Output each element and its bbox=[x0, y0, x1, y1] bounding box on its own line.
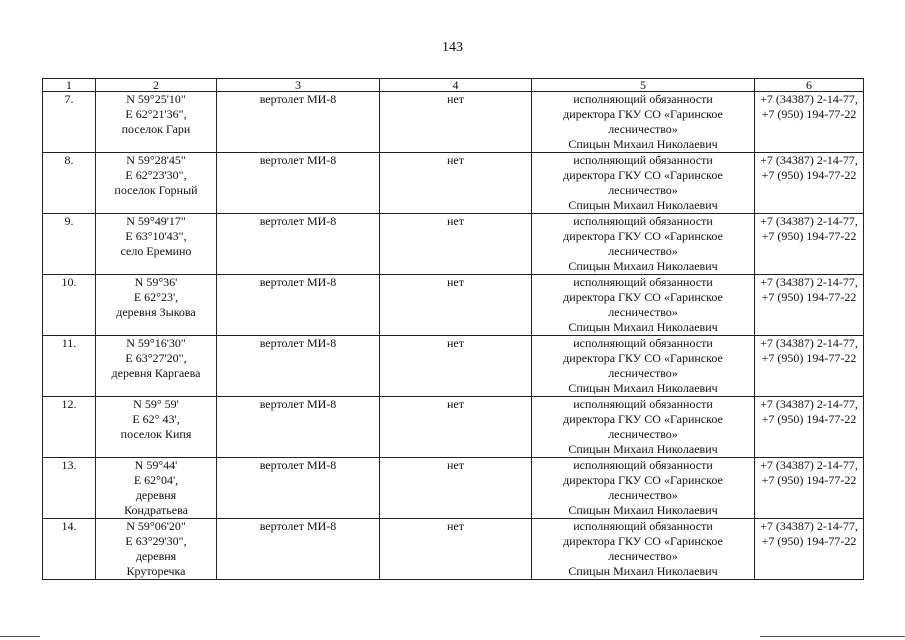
phone-line: +7 (34387) 2-14-77, bbox=[760, 336, 858, 350]
responsible-person-line: директора ГКУ СО «Гаринское bbox=[563, 351, 723, 365]
phone-line: +7 (950) 194-77-22 bbox=[761, 351, 857, 365]
responsible-person-line: лесничество» bbox=[608, 305, 678, 319]
responsible-person-line: лесничество» bbox=[608, 427, 678, 441]
responsible-person-line: лесничество» bbox=[608, 549, 678, 563]
responsible-person-line: исполняющий обязанности bbox=[573, 519, 713, 533]
responsible-person-line: исполняющий обязанности bbox=[573, 153, 713, 167]
responsible-person-line: директора ГКУ СО «Гаринское bbox=[563, 229, 723, 243]
coordinate-line: N 59°44' bbox=[134, 458, 178, 472]
coordinates-cell bbox=[96, 153, 217, 214]
responsible-person-line: директора ГКУ СО «Гаринское bbox=[563, 534, 723, 548]
phone-line: +7 (950) 194-77-22 bbox=[761, 168, 857, 182]
responsible-person-line: лесничество» bbox=[608, 183, 678, 197]
row-number-cell: 11. bbox=[43, 336, 96, 397]
phone-line: +7 (34387) 2-14-77, bbox=[760, 92, 858, 106]
table-row bbox=[43, 153, 864, 214]
phone-line: +7 (34387) 2-14-77, bbox=[760, 214, 858, 228]
fuel-availability-cell: нет bbox=[380, 153, 532, 214]
responsible-person-line: Спицын Михаил Николаевич bbox=[568, 137, 718, 151]
coordinate-line: N 59°28'45" bbox=[126, 153, 186, 167]
phone-line: +7 (34387) 2-14-77, bbox=[760, 458, 858, 472]
column-header-2: 2 bbox=[96, 79, 217, 92]
responsible-person-line: лесничество» bbox=[608, 122, 678, 136]
responsible-person-line: исполняющий обязанности bbox=[573, 336, 713, 350]
coordinates-cell bbox=[96, 214, 217, 275]
coordinates-cell bbox=[96, 458, 217, 519]
aircraft-type-cell: вертолет МИ-8 bbox=[217, 397, 380, 458]
phone-line: +7 (34387) 2-14-77, bbox=[760, 275, 858, 289]
phone-cell bbox=[755, 336, 864, 397]
responsible-person-line: Спицын Михаил Николаевич bbox=[568, 503, 718, 517]
responsible-person-line: лесничество» bbox=[608, 366, 678, 380]
column-header-3: 3 bbox=[217, 79, 380, 92]
aircraft-type-cell: вертолет МИ-8 bbox=[217, 214, 380, 275]
phone-line: +7 (950) 194-77-22 bbox=[761, 473, 857, 487]
coordinate-line: деревня Зыкова bbox=[116, 305, 196, 319]
row-number-cell: 14. bbox=[43, 519, 96, 580]
coordinates-cell bbox=[96, 397, 217, 458]
phone-cell bbox=[755, 519, 864, 580]
column-header-5: 5 bbox=[532, 79, 755, 92]
row-number-cell: 9. bbox=[43, 214, 96, 275]
responsible-person-cell bbox=[532, 92, 755, 153]
fuel-availability-cell: нет bbox=[380, 336, 532, 397]
coordinate-line: деревня bbox=[135, 549, 177, 563]
page-number: 143 bbox=[442, 40, 463, 55]
coordinate-line: поселок Гари bbox=[121, 122, 191, 136]
responsible-person-cell bbox=[532, 275, 755, 336]
table-row bbox=[43, 336, 864, 397]
column-header-1: 1 bbox=[43, 79, 96, 92]
scan-edge-line-right bbox=[760, 636, 905, 637]
phone-line: +7 (950) 194-77-22 bbox=[761, 290, 857, 304]
responsible-person-line: директора ГКУ СО «Гаринское bbox=[563, 412, 723, 426]
responsible-person-line: Спицын Михаил Николаевич bbox=[568, 259, 718, 273]
coordinates-cell bbox=[96, 519, 217, 580]
fuel-availability-cell: нет bbox=[380, 214, 532, 275]
responsible-person-line: лесничество» bbox=[608, 488, 678, 502]
coordinate-line: E 63°29'30", bbox=[125, 534, 187, 548]
coordinate-line: N 59° 59' bbox=[133, 397, 179, 411]
fuel-availability-cell: нет bbox=[380, 397, 532, 458]
responsible-person-line: исполняющий обязанности bbox=[573, 458, 713, 472]
aircraft-type-cell: вертолет МИ-8 bbox=[217, 153, 380, 214]
responsible-person-line: исполняющий обязанности bbox=[573, 92, 713, 106]
coordinate-line: деревня Каргаева bbox=[111, 366, 201, 380]
coordinate-line: Кондратьева bbox=[124, 503, 188, 517]
coordinate-line: село Еремино bbox=[120, 244, 192, 258]
coordinates-cell bbox=[96, 92, 217, 153]
responsible-person-line: директора ГКУ СО «Гаринское bbox=[563, 107, 723, 121]
phone-line: +7 (950) 194-77-22 bbox=[761, 107, 857, 121]
responsible-person-line: исполняющий обязанности bbox=[573, 275, 713, 289]
table-row bbox=[43, 275, 864, 336]
coordinates-cell bbox=[96, 275, 217, 336]
phone-line: +7 (950) 194-77-22 bbox=[761, 534, 857, 548]
coordinate-line: E 62°23'30", bbox=[125, 168, 187, 182]
phone-cell bbox=[755, 458, 864, 519]
row-number-cell: 8. bbox=[43, 153, 96, 214]
aircraft-type-cell: вертолет МИ-8 bbox=[217, 458, 380, 519]
coordinate-line: N 59°49'17" bbox=[126, 214, 186, 228]
coordinate-line: поселок Кипя bbox=[120, 427, 192, 441]
coordinate-line: E 62°23', bbox=[133, 290, 179, 304]
phone-cell bbox=[755, 92, 864, 153]
responsible-person-cell bbox=[532, 153, 755, 214]
table-row bbox=[43, 397, 864, 458]
row-number-cell: 13. bbox=[43, 458, 96, 519]
responsible-person-line: Спицын Михаил Николаевич bbox=[568, 381, 718, 395]
phone-cell bbox=[755, 397, 864, 458]
coordinate-line: N 59°06'20" bbox=[126, 519, 186, 533]
aircraft-type-cell: вертолет МИ-8 bbox=[217, 275, 380, 336]
phone-cell bbox=[755, 275, 864, 336]
coordinate-line: E 63°27'20", bbox=[125, 351, 187, 365]
landing-sites-table bbox=[42, 78, 864, 580]
responsible-person-cell bbox=[532, 336, 755, 397]
column-header-4: 4 bbox=[380, 79, 532, 92]
aircraft-type-cell: вертолет МИ-8 bbox=[217, 519, 380, 580]
coordinate-line: E 63°10'43", bbox=[125, 229, 187, 243]
coordinate-line: поселок Горный bbox=[114, 183, 198, 197]
table-row bbox=[43, 214, 864, 275]
table-row bbox=[43, 92, 864, 153]
row-number-cell: 10. bbox=[43, 275, 96, 336]
column-header-6: 6 bbox=[755, 79, 864, 92]
responsible-person-cell bbox=[532, 397, 755, 458]
coordinates-cell bbox=[96, 336, 217, 397]
responsible-person-line: исполняющий обязанности bbox=[573, 214, 713, 228]
responsible-person-line: директора ГКУ СО «Гаринское bbox=[563, 168, 723, 182]
coordinate-line: деревня bbox=[135, 488, 177, 502]
responsible-person-line: Спицын Михаил Николаевич bbox=[568, 442, 718, 456]
scan-edge-line-left bbox=[0, 636, 40, 637]
phone-cell bbox=[755, 214, 864, 275]
table-row bbox=[43, 458, 864, 519]
table-body bbox=[43, 92, 864, 580]
responsible-person-cell bbox=[532, 214, 755, 275]
responsible-person-line: Спицын Михаил Николаевич bbox=[568, 198, 718, 212]
coordinate-line: E 62°21'36", bbox=[125, 107, 187, 121]
aircraft-type-cell: вертолет МИ-8 bbox=[217, 92, 380, 153]
coordinate-line: E 62° 43', bbox=[132, 412, 180, 426]
responsible-person-line: исполняющий обязанности bbox=[573, 397, 713, 411]
phone-cell bbox=[755, 153, 864, 214]
responsible-person-line: директора ГКУ СО «Гаринское bbox=[563, 290, 723, 304]
responsible-person-line: Спицын Михаил Николаевич bbox=[568, 320, 718, 334]
responsible-person-cell bbox=[532, 519, 755, 580]
row-number-cell: 12. bbox=[43, 397, 96, 458]
fuel-availability-cell: нет bbox=[380, 275, 532, 336]
responsible-person-line: директора ГКУ СО «Гаринское bbox=[563, 473, 723, 487]
column-number-row bbox=[43, 79, 864, 92]
row-number-cell: 7. bbox=[43, 92, 96, 153]
phone-line: +7 (950) 194-77-22 bbox=[761, 412, 857, 426]
coordinate-line: N 59°25'10" bbox=[126, 92, 186, 106]
phone-line: +7 (34387) 2-14-77, bbox=[760, 519, 858, 533]
table-row bbox=[43, 519, 864, 580]
coordinate-line: E 62°04', bbox=[133, 473, 179, 487]
phone-line: +7 (34387) 2-14-77, bbox=[760, 153, 858, 167]
aircraft-type-cell: вертолет МИ-8 bbox=[217, 336, 380, 397]
phone-line: +7 (34387) 2-14-77, bbox=[760, 397, 858, 411]
fuel-availability-cell: нет bbox=[380, 519, 532, 580]
responsible-person-line: Спицын Михаил Николаевич bbox=[568, 564, 718, 578]
coordinate-line: N 59°36' bbox=[134, 275, 178, 289]
phone-line: +7 (950) 194-77-22 bbox=[761, 229, 857, 243]
coordinate-line: Круторечка bbox=[126, 564, 186, 578]
responsible-person-line: лесничество» bbox=[608, 244, 678, 258]
responsible-person-cell bbox=[532, 458, 755, 519]
fuel-availability-cell: нет bbox=[380, 458, 532, 519]
coordinate-line: N 59°16'30" bbox=[126, 336, 186, 350]
fuel-availability-cell: нет bbox=[380, 92, 532, 153]
